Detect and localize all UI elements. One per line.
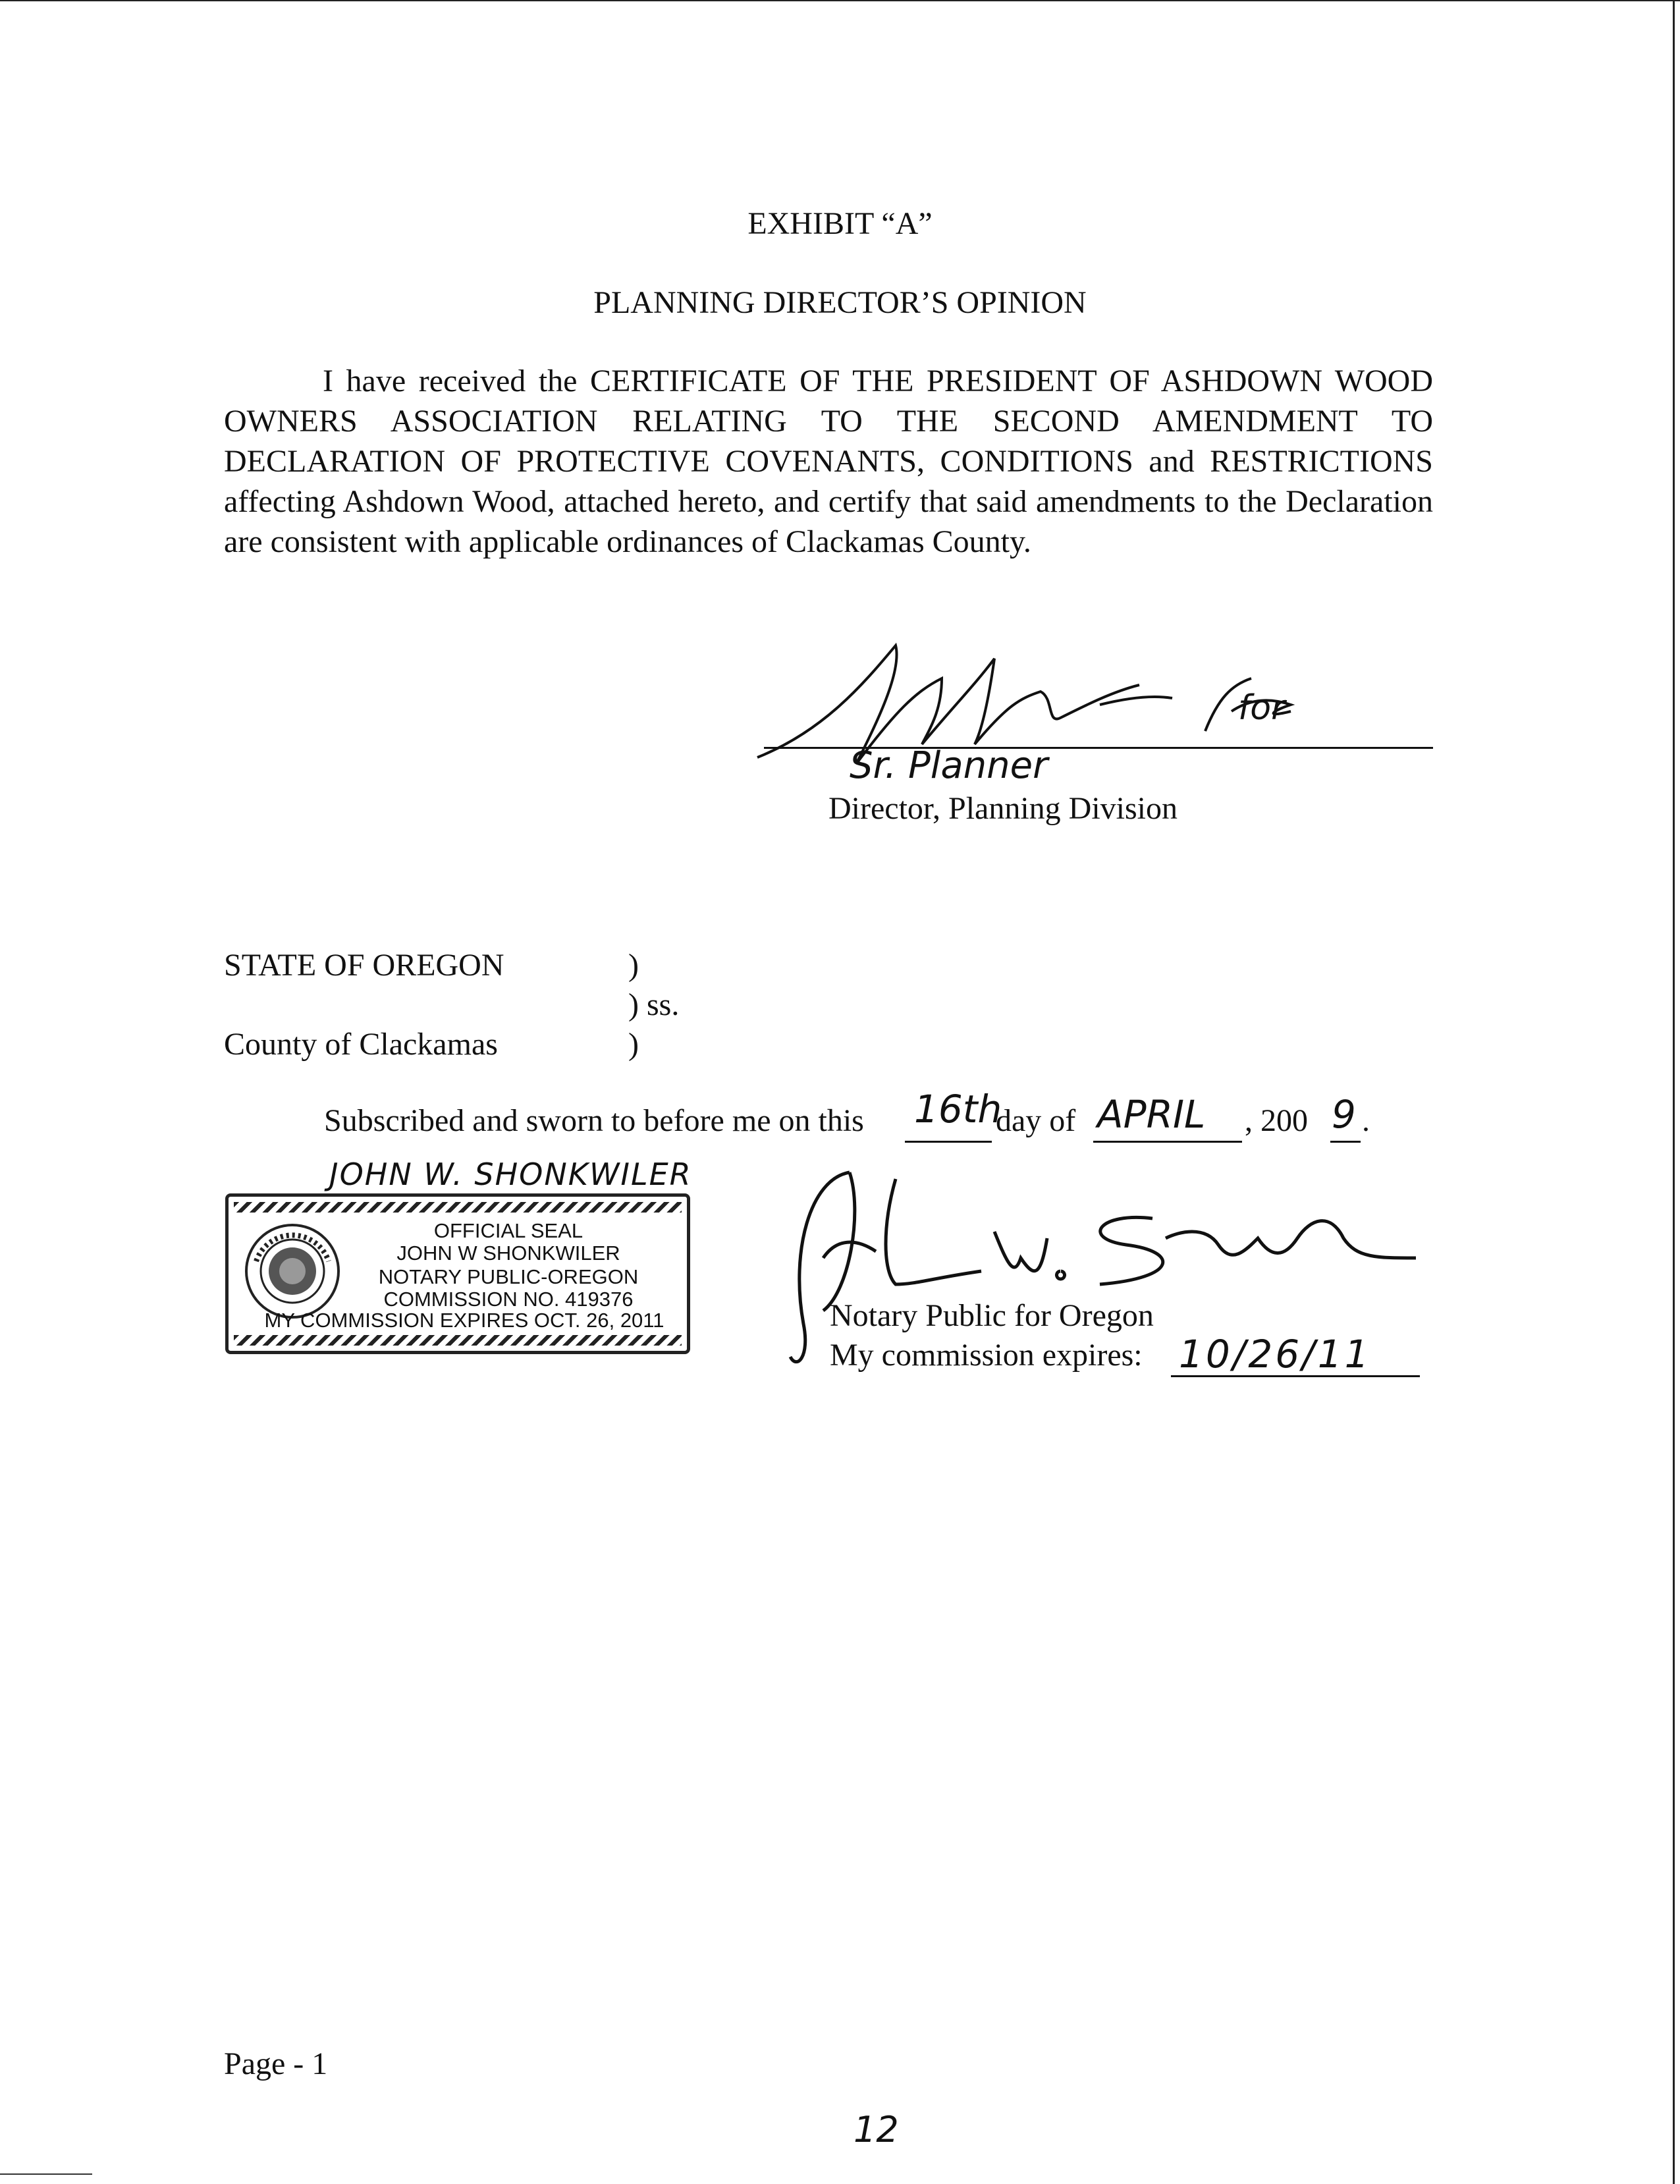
month-handwritten: APRIL	[1097, 1092, 1206, 1137]
day-blank	[905, 1141, 992, 1143]
year-prefix: , 200	[1245, 1103, 1308, 1138]
document-title: PLANNING DIRECTOR’S OPINION	[593, 285, 1087, 320]
venue-ss: ) ss.	[628, 987, 680, 1022]
jurat-period: .	[1362, 1103, 1370, 1138]
notary-seal-stamp	[225, 1193, 690, 1354]
seal-notary-public: NOTARY PUBLIC-OREGON	[378, 1265, 639, 1288]
seal-official: OFFICIAL SEAL	[433, 1219, 583, 1242]
day-of-label: day of	[996, 1103, 1076, 1138]
handwritten-page-number: 12	[854, 2109, 899, 2150]
county-label: County of Clackamas	[224, 1027, 498, 1062]
day-handwritten: 16th	[914, 1087, 1002, 1132]
expires-handwritten: 10/26/11	[1179, 1332, 1372, 1377]
page-number: Page - 1	[224, 2046, 328, 2081]
seal-commission-expires: MY COMMISSION EXPIRES OCT. 26, 2011	[264, 1309, 664, 1332]
stamp-border-top	[234, 1202, 682, 1213]
exhibit-heading: EXHIBIT “A”	[747, 206, 933, 241]
scan-edge-mark	[0, 2173, 92, 2175]
opinion-paragraph	[224, 361, 1433, 562]
venue-paren-top: )	[628, 948, 639, 983]
scan-right-edge	[1673, 0, 1675, 2184]
signature-for-note: for	[1238, 688, 1286, 728]
notary-printed-name: JOHN W. SHONKWILER	[329, 1157, 692, 1192]
notary-public-label: Notary Public for Oregon	[830, 1298, 1154, 1333]
venue-paren-bottom: )	[628, 1027, 639, 1062]
jurat-prefix: Subscribed and sworn to before me on this	[324, 1103, 864, 1138]
seal-notary-name: JOHN W SHONKWILER	[396, 1242, 620, 1265]
director-signature	[744, 632, 1442, 797]
month-blank	[1093, 1141, 1242, 1143]
state-seal-icon	[243, 1222, 342, 1321]
stamp-border-bottom	[234, 1335, 682, 1346]
signature-note: Sr. Planner	[850, 744, 1048, 787]
year-handwritten: 9	[1332, 1092, 1356, 1137]
state-label: STATE OF OREGON	[224, 948, 504, 983]
opinion-text: I have received the CERTIFICATE OF THE PRESIDENT OF ASHDOWN WOOD OWNERS ASSOCIATION RELATING TO THE SECOND AMENDMENT TO DECLARATION OF PROTECTIVE COVENANTS, CONDITIONS and RESTRICTIONS affecting Ashdown Wood, attached hereto, and certify that said amendments to the Declaration are consistent with applicable ordinances of Clackamas County.	[224, 364, 1433, 559]
scan-top-edge	[0, 0, 1680, 1]
seal-commission-number: COMMISSION NO. 419376	[383, 1288, 634, 1311]
year-blank	[1330, 1141, 1361, 1143]
signer-title: Director, Planning Division	[828, 791, 1178, 826]
commission-expires-label: My commission expires:	[830, 1338, 1143, 1373]
